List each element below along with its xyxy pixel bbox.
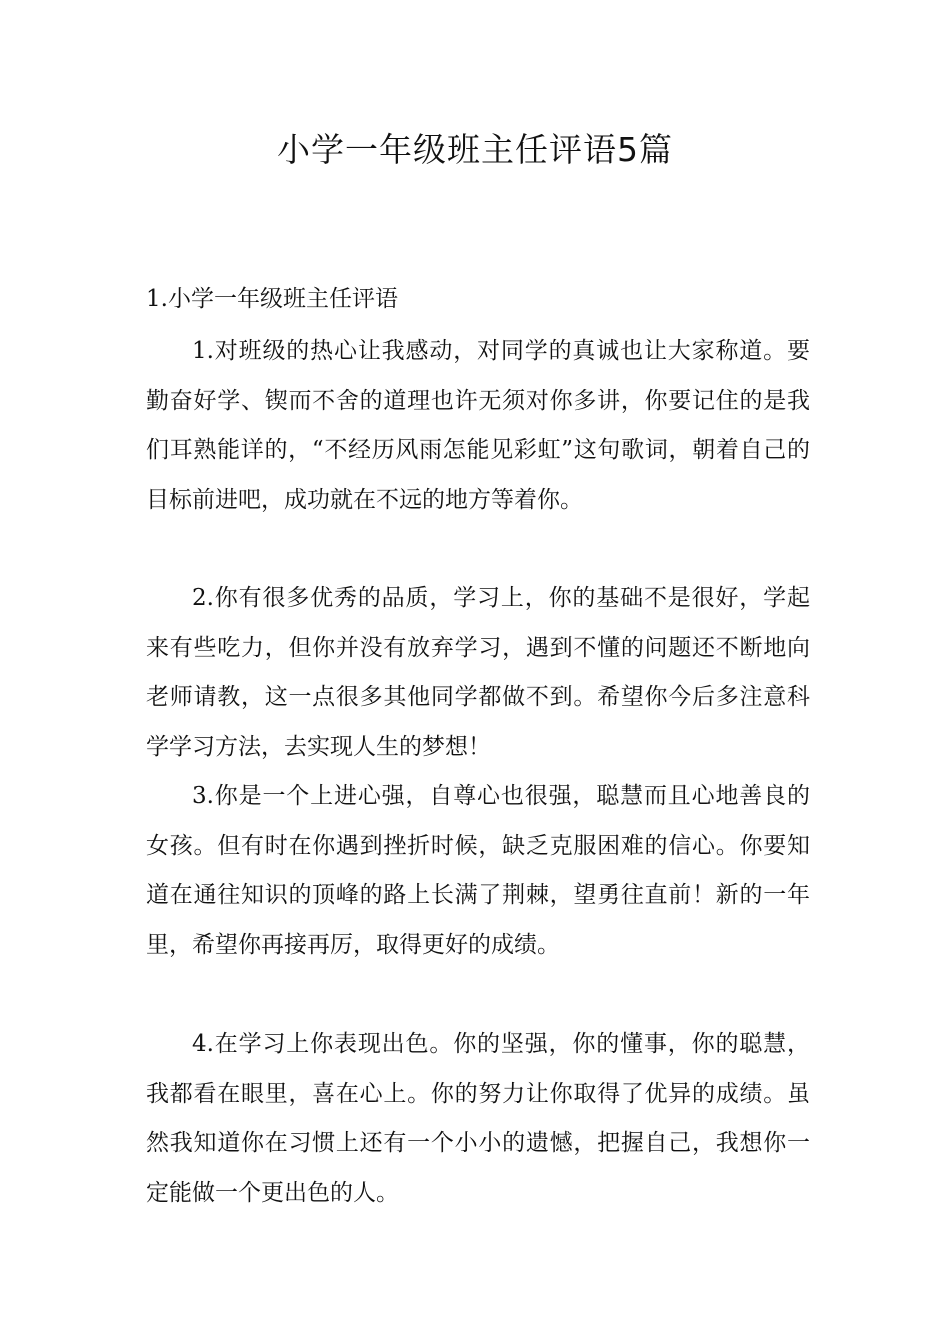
comment-paragraph-2: 2.你有很多优秀的品质，学习上，你的基础不是很好，学起来有些吃力，但你并没有放弃学习，遇到不懂的问题还不断地向老师请教，这一点很多其他同学都做不到。希望你今后多注意科学学习方法，去实现人生的梦想！	[146, 585, 810, 760]
comment-paragraph-4: 4.在学习上你表现出色。你的坚强，你的懂事，你的聪慧，我都看在眼里，喜在心上。你的努力让你取得了优异的成绩。虽然我知道你在习惯上还有一个小小的遗憾，把握自己，我想你一定能做一个更出色的人。	[146, 1031, 810, 1206]
comment-paragraph-3: 3.你是一个上进心强，自尊心也很强，聪慧而且心地善良的女孩。但有时在你遇到挫折时候，缺乏克服困难的信心。你要知道在通往知识的顶峰的路上长满了荆棘，望勇往直前！新的一年里，希望你再接再厉，取得更好的成绩。	[146, 783, 810, 958]
section-heading: 1.小学一年级班主任评语	[146, 286, 398, 312]
comment-paragraph-1: 1.对班级的热心让我感动，对同学的真诚也让大家称道。要勤奋好学、锲而不舍的道理也许无须对你多讲，你要记住的是我们耳熟能详的，“不经历风雨怎能见彩虹”这句歌词，朝着自己的目标前进吧，成功就在不远的地方等着你。	[146, 338, 810, 513]
document-title: 小学一年级班主任评语5篇	[277, 130, 673, 169]
